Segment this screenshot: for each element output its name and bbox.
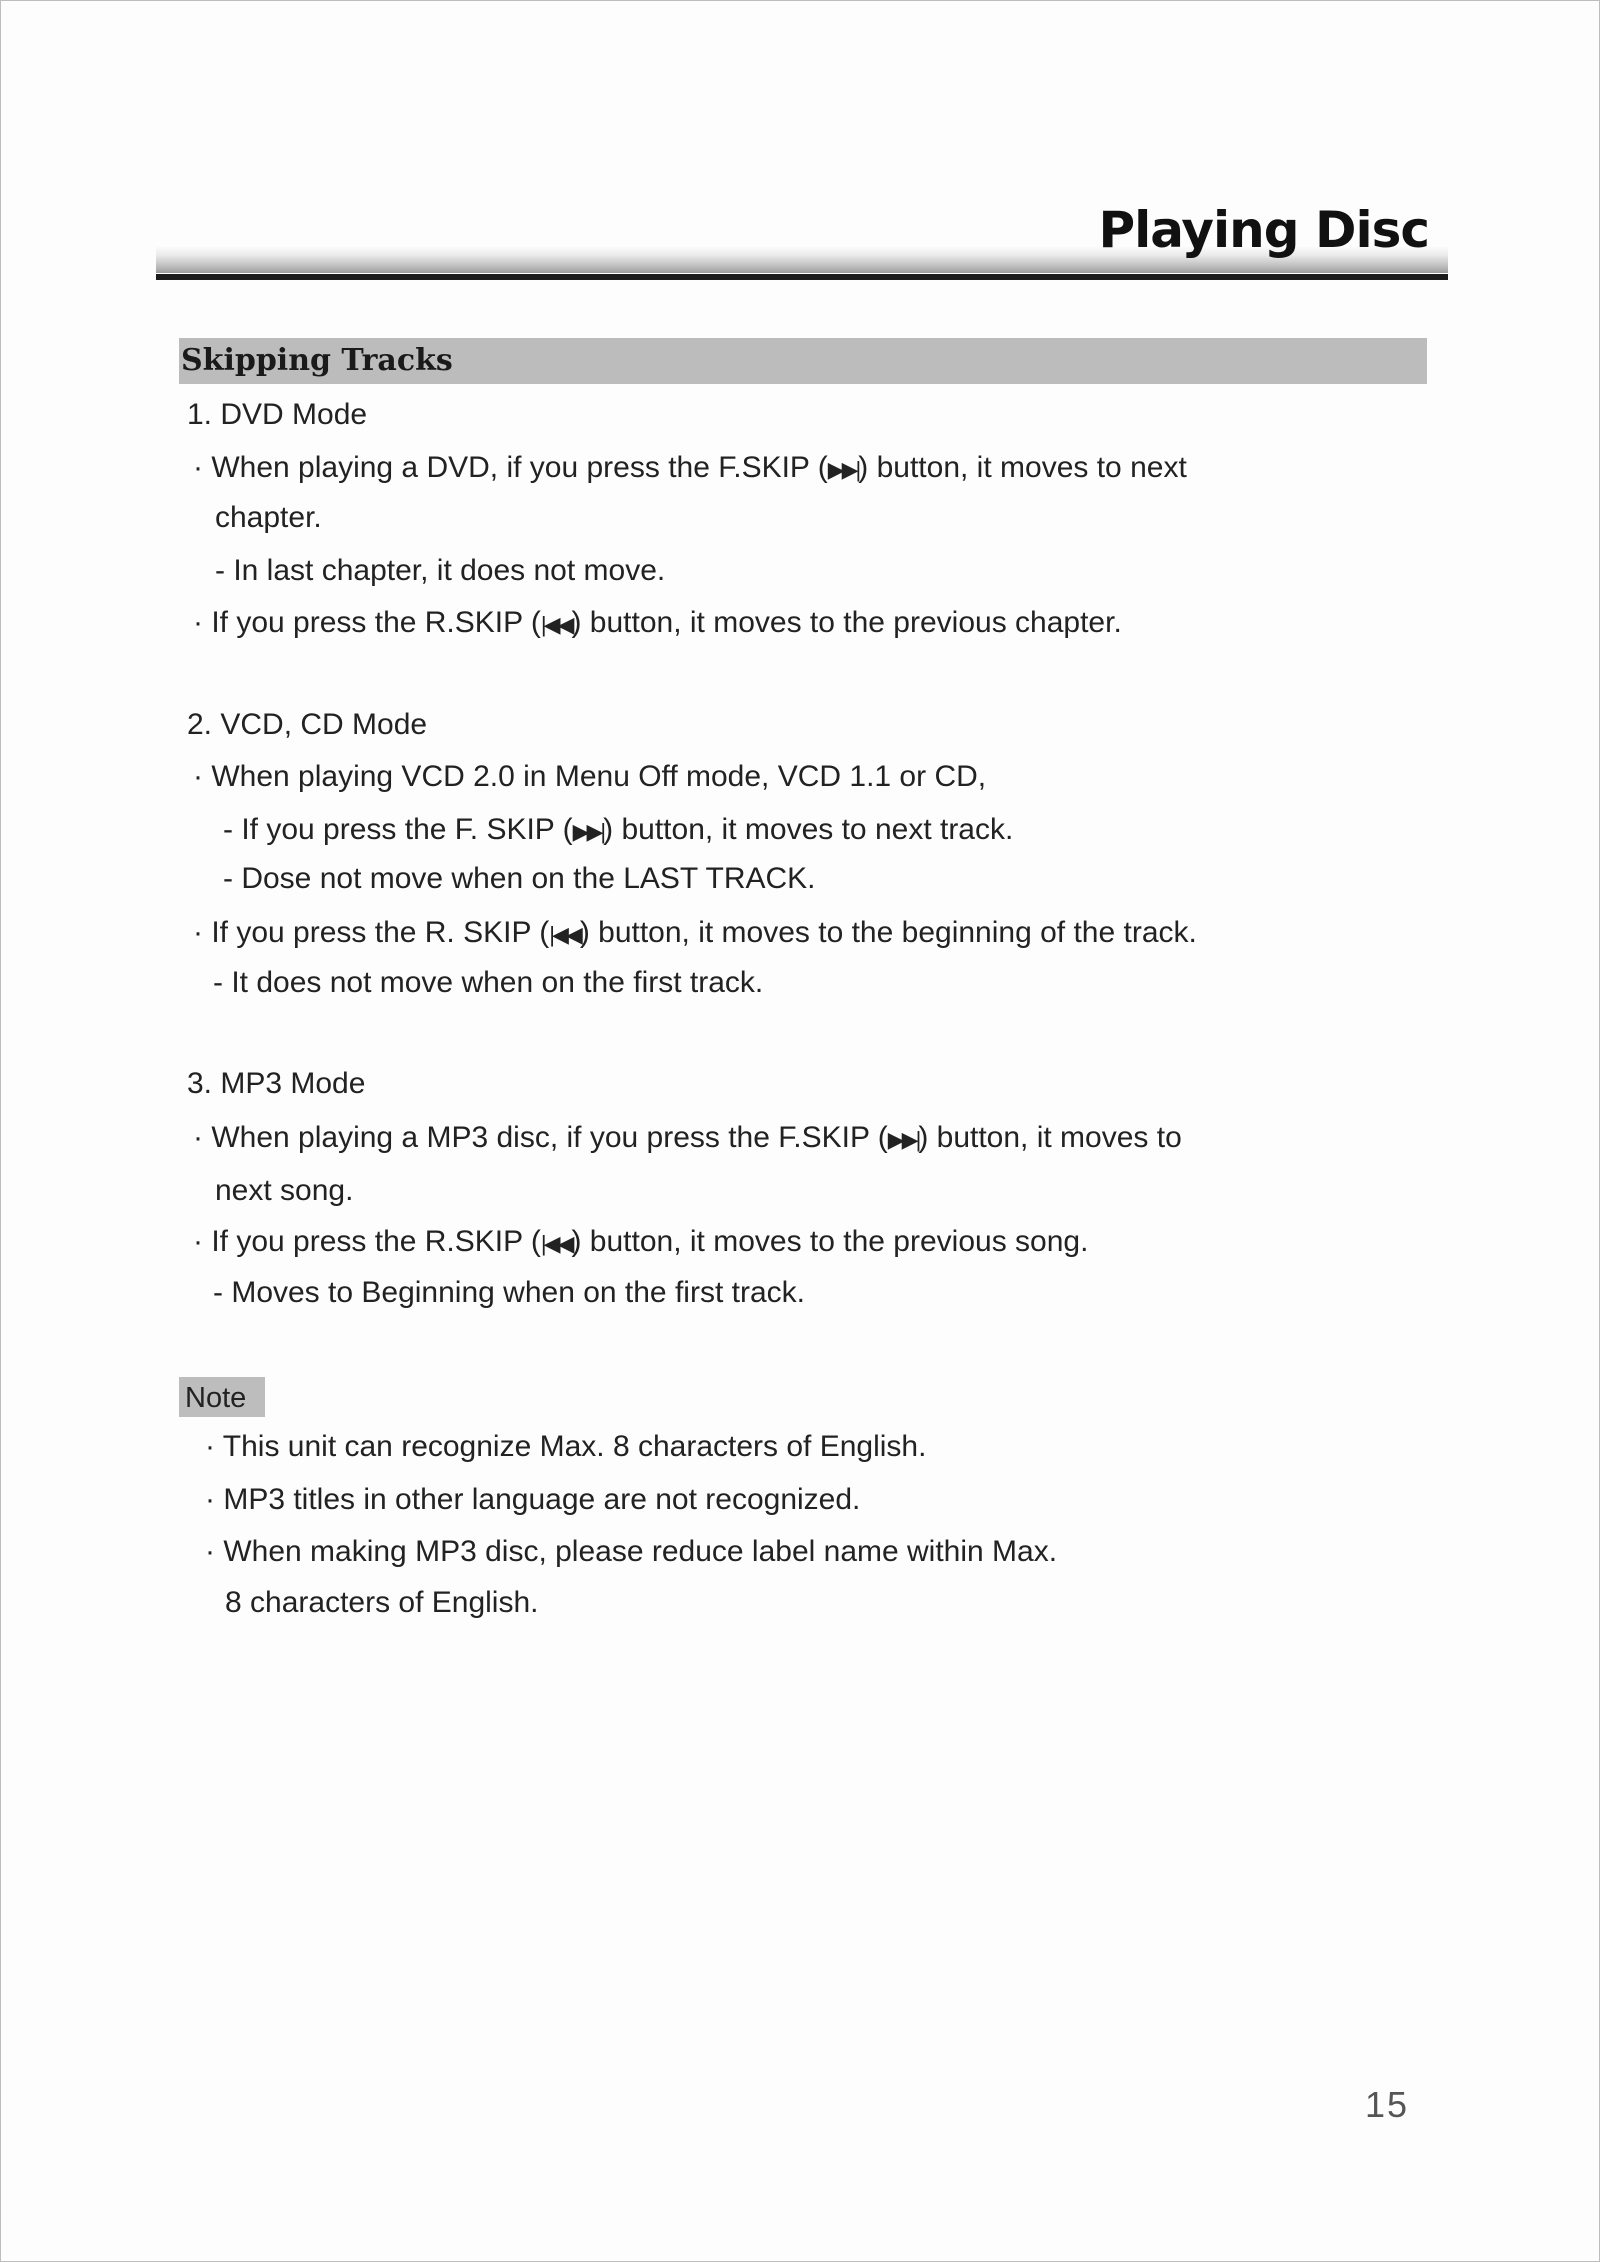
mp3-sub-first-track: - Moves to Beginning when on the first track. [213,1276,805,1309]
vcd-mode-heading: 2. VCD, CD Mode [187,708,428,741]
mp3-bullet-fskip [193,1120,1182,1158]
mp3-bullet-rskip [193,1224,1088,1262]
vcd-sub-first-track: - It does not move when on the first track. [213,966,764,999]
mp3-mode-heading: 3. MP3 Mode [187,1067,366,1100]
mp3-bullet-rskip-text-end: ) button, it moves to the previous song. [571,1225,1089,1258]
rewind-skip-icon: |◀◀ [540,1231,572,1256]
fast-forward-skip-icon: ▶▶| [572,819,604,844]
dvd-sub-last-chapter: - In last chapter, it does not move. [215,554,666,587]
section-title: Skipping Tracks [181,343,453,378]
dvd-mode-heading: 1. DVD Mode [187,398,368,431]
dvd-bullet-rskip [193,605,1122,643]
note-item-continuation: 8 characters of English. [225,1586,539,1619]
mp3-bullet-fskip-text-end: ) button, it moves to [918,1121,1182,1154]
note-item: · This unit can recognize Max. 8 characters of English. [205,1430,927,1463]
page-number: 15 [1364,2084,1409,2125]
vcd-sub-last-track: - Dose not move when on the LAST TRACK. [223,862,816,895]
fast-forward-skip-icon: ▶▶| [827,457,859,482]
mp3-bullet-fskip-text: · When playing a MP3 disc, if you press the F.SKIP ( [193,1121,888,1154]
vcd-sub-fskip-text: - If you press the F. SKIP ( [223,813,573,846]
note-label: Note [185,1382,247,1414]
vcd-bullet-playing: · When playing VCD 2.0 in Menu Off mode, VCD 1.1 or CD, [193,760,987,793]
vcd-bullet-rskip-text-end: ) button, it moves to the beginning of the track. [579,916,1197,949]
dvd-bullet-rskip-text-end: ) button, it moves to the previous chapter. [571,606,1122,639]
dvd-bullet-fskip-text: · When playing a DVD, if you press the F.SKIP ( [193,451,828,484]
mp3-bullet-fskip-continuation: next song. [215,1174,354,1207]
note-item: · When making MP3 disc, please reduce label name within Max. [205,1535,1058,1568]
dvd-bullet-fskip [193,450,1187,488]
header-rule [156,274,1448,280]
vcd-bullet-rskip [193,915,1197,953]
note-item: · MP3 titles in other language are not recognized. [205,1483,861,1516]
fast-forward-skip-icon: ▶▶| [887,1127,919,1152]
mp3-bullet-rskip-text: · If you press the R.SKIP ( [193,1225,541,1258]
vcd-sub-fskip [223,812,1013,850]
dvd-bullet-fskip-text-end: ) button, it moves to next [858,451,1187,484]
page-title: Playing Disc [1098,201,1429,259]
rewind-skip-icon: |◀◀ [540,612,572,637]
vcd-sub-fskip-text-end: ) button, it moves to next track. [603,813,1014,846]
vcd-bullet-rskip-text: · If you press the R. SKIP ( [193,916,550,949]
dvd-bullet-fskip-continuation: chapter. [215,501,322,534]
dvd-bullet-rskip-text: · If you press the R.SKIP ( [193,606,541,639]
rewind-skip-icon: |◀◀ [549,922,580,947]
